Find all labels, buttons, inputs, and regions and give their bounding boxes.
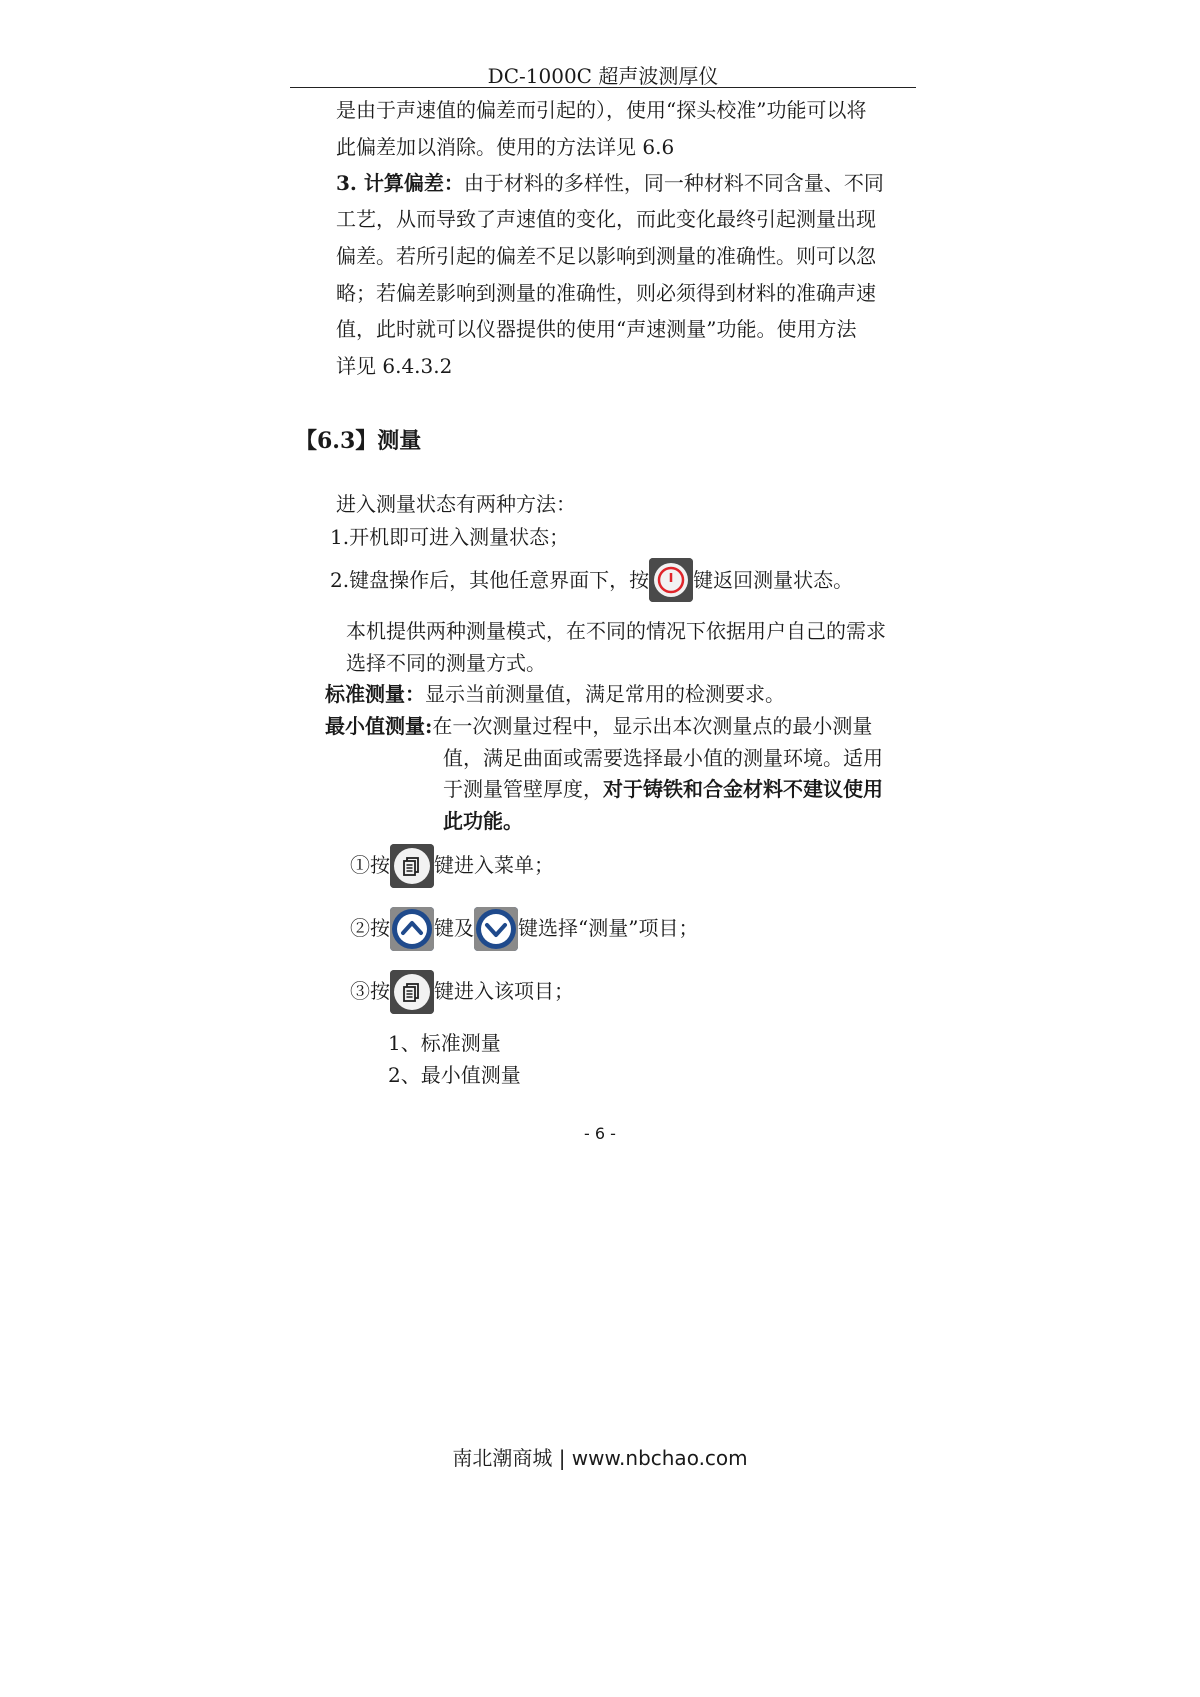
paragraph-text: 由于材料的多样性，同一种材料不同含量、不同 <box>463 171 884 195</box>
menu-key-icon <box>390 970 434 1014</box>
step-1 <box>350 842 554 888</box>
standard-mode-text: 显示当前测量值，满足常用的检测要求。 <box>425 682 785 706</box>
step-text: 键选择“测量”项目； <box>518 916 699 940</box>
step-3 <box>350 968 574 1014</box>
page-number: - 6 - <box>584 1124 616 1143</box>
min-mode-text: 于测量管壁厚度， <box>443 777 603 801</box>
footer-brand: 南北潮商城 | www.nbchao.com <box>452 1446 748 1470</box>
paragraph-line: 略；若偏差影响到测量的准确性，则必须得到材料的准确声速 <box>336 281 876 305</box>
paragraph-line: 值，此时就可以仪器提供的使用“声速测量”功能。使用方法 <box>336 317 857 341</box>
menu-key-icon <box>390 844 434 888</box>
standard-mode-line <box>325 684 785 704</box>
intro-line: 进入测量状态有两种方法： <box>336 492 576 516</box>
step-text: ③按 <box>350 979 390 1003</box>
min-mode-warning: 此功能。 <box>443 809 523 833</box>
paragraph-line: 详见 6.4.3.2 <box>336 354 453 378</box>
min-mode-label: 最小值测量: <box>325 714 433 738</box>
step-text: ①按 <box>350 853 390 877</box>
min-mode-line: 值，满足曲面或需要选择最小值的测量环境。适用 <box>443 746 883 770</box>
list-item: 2、最小值测量 <box>388 1063 521 1087</box>
step-text: ②按 <box>350 916 390 940</box>
power-key-icon <box>649 558 693 602</box>
paragraph-line <box>336 173 884 193</box>
intro-line: 1.开机即可进入测量状态； <box>330 525 570 549</box>
min-mode-line <box>325 716 872 736</box>
intro-line: 选择不同的测量方式。 <box>346 651 546 675</box>
intro-line: 本机提供两种测量模式，在不同的情况下依据用户自己的需求 <box>346 619 886 643</box>
section-heading: 【6.3】测量 <box>295 428 422 454</box>
paragraph-line: 偏差。若所引起的偏差不足以影响到测量的准确性。则可以忽 <box>336 244 876 268</box>
min-mode-line <box>443 779 883 799</box>
document-header-title: DC-1000C 超声波测厚仪 <box>487 64 719 88</box>
intro-text: 2.键盘操作后，其他任意界面下，按 <box>330 568 650 592</box>
min-mode-warning: 对于铸铁和合金材料不建议使用 <box>603 777 883 801</box>
step-text: 键进入该项目； <box>434 979 574 1003</box>
paragraph-line: 工艺，从而导致了声速值的变化，而此变化最终引起测量出现 <box>336 207 876 231</box>
step-2 <box>350 905 698 951</box>
step-text: 键进入菜单； <box>434 853 554 877</box>
list-item: 1、标准测量 <box>388 1031 501 1055</box>
intro-text: 键返回测量状态。 <box>693 568 854 592</box>
paragraph-line: 此偏差加以消除。使用的方法详见 6.6 <box>336 135 675 159</box>
up-arrow-key-icon <box>390 907 434 951</box>
min-mode-text: 在一次测量过程中，显示出本次测量点的最小测量 <box>432 714 873 738</box>
header-divider <box>290 87 916 88</box>
down-arrow-key-icon <box>474 907 518 951</box>
step-text: 键及 <box>434 916 474 940</box>
paragraph-line: 是由于声速值的偏差而引起的），使用“探头校准”功能可以将 <box>336 98 867 122</box>
standard-mode-label: 标准测量： <box>325 682 425 706</box>
calc-deviation-label: 3. 计算偏差： <box>336 171 464 195</box>
intro-line-power <box>330 558 853 602</box>
